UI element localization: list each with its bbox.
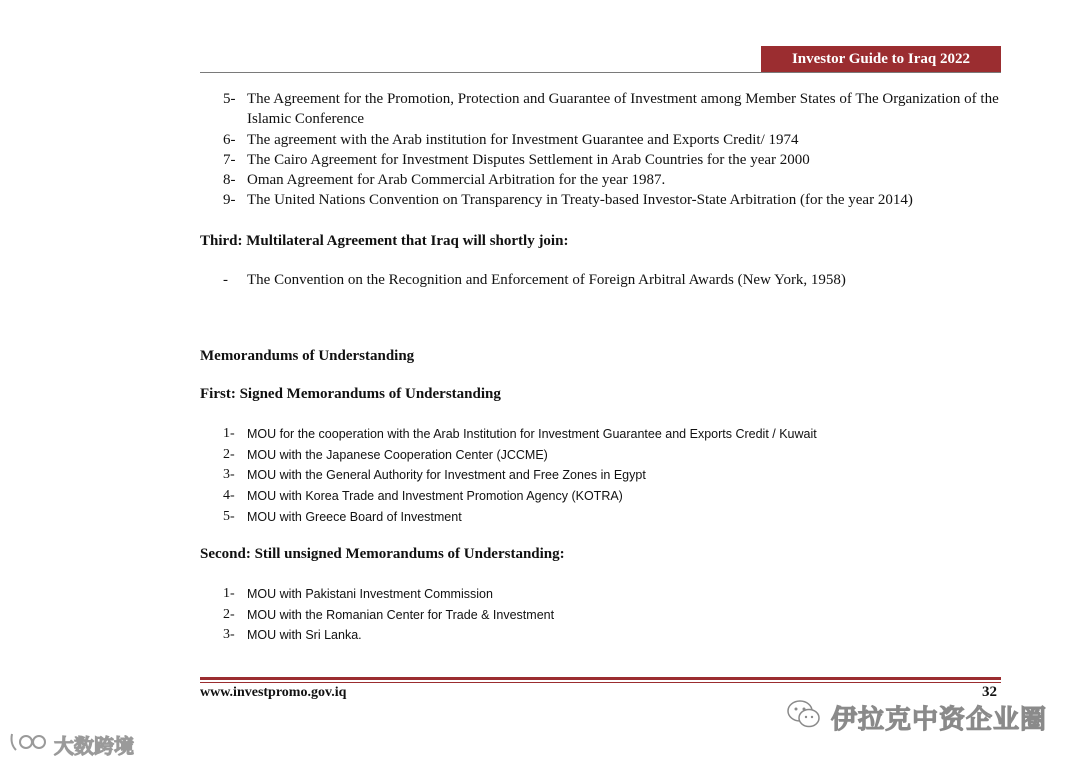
item-text: MOU with the Romanian Center for Trade & Investment [247,607,555,622]
item-text: MOU with the General Authority for Investment and Free Zones in Egypt [247,468,646,483]
item-text: MOU with Korea Trade and Investment Promotion Agency (KOTRA) [247,489,623,504]
list-item [200,445,1010,466]
item-bullet: - [223,272,228,288]
item-text: Oman Agreement for Arab Commercial Arbitration for the year 1987. [247,172,666,189]
item-number: 2- [223,606,235,622]
unsigned-mou-list [200,584,1010,646]
item-text: The agreement with the Arab institution for Investment Guarantee and Exports Credit/ 1974 [247,131,799,148]
list-item [200,270,1010,290]
item-number: 3- [223,467,235,483]
list-item [200,170,1010,190]
item-number: 5- [223,91,236,107]
item-text: The United Nations Convention on Transparency in Treaty-based Investor-State Arbitration (for the year 2014) [247,192,913,209]
item-number: 3- [223,627,235,643]
second-heading: Second: Still unsigned Memorandums of Understanding: [200,546,565,562]
agreements-list [200,89,1010,211]
item-number: 5- [223,508,235,524]
first-heading: First: Signed Memorandums of Understanding [200,386,501,402]
item-text: The Cairo Agreement for Investment Disputes Settlement in Arab Countries for the year 2000 [247,151,810,168]
third-heading: Third: Multilateral Agreement that Iraq will shortly join: [200,233,569,249]
item-number: 2- [223,446,235,462]
footer-rule [200,677,1001,680]
list-item [200,486,1010,507]
item-text: MOU with Pakistani Investment Commission [247,587,493,601]
list-item [200,89,1010,130]
item-text: MOU with the Japanese Cooperation Center (JCCME) [247,447,548,462]
item-text: MOU for the cooperation with the Arab Institution for Investment Guarantee and Exports Credit / Kuwait [247,427,817,441]
item-number: 7- [223,151,236,168]
item-text: The Agreement for the Promotion, Protection and Guarantee of Investment among Member States of The Organization of the Islamic Conference [247,91,999,128]
list-item [200,584,1010,605]
logo-icon [8,730,48,759]
list-item [200,625,1010,646]
item-text: MOU with Sri Lanka. [247,628,362,643]
list-item [200,190,1010,210]
footer-rule-thin [200,682,1001,683]
watermark-left-text: 大数跨境 [54,733,134,758]
list-item [200,605,1010,626]
list-item [200,424,1010,445]
watermark-right-text: 伊拉克中资企业圈 [831,704,1048,735]
watermark-left [8,730,134,758]
third-list [200,270,1010,290]
item-number: 4- [223,488,235,504]
list-item [200,130,1010,150]
item-number: 1- [223,586,235,601]
list-item [200,507,1010,528]
header-title: Investor Guide to Iraq 2022 [791,51,971,67]
item-number: 1- [223,426,235,441]
footer-url: www.investpromo.gov.iq [200,685,347,700]
header-title-box [761,46,1001,72]
page-number: 32 [982,684,997,700]
list-item [200,150,1010,170]
mou-heading: Memorandums of Understanding [200,348,415,364]
item-text: MOU with Greece Board of Investment [247,509,462,524]
signed-mou-list [200,424,1010,528]
item-number: 9- [223,192,236,209]
wechat-icon [785,698,823,737]
watermark-right [785,700,1047,734]
item-number: 8- [223,172,236,189]
item-number: 6- [223,131,236,148]
item-text: The Convention on the Recognition and Enforcement of Foreign Arbitral Awards (New York, 1958) [247,272,846,288]
list-item [200,465,1010,486]
header-rule [200,72,1001,73]
